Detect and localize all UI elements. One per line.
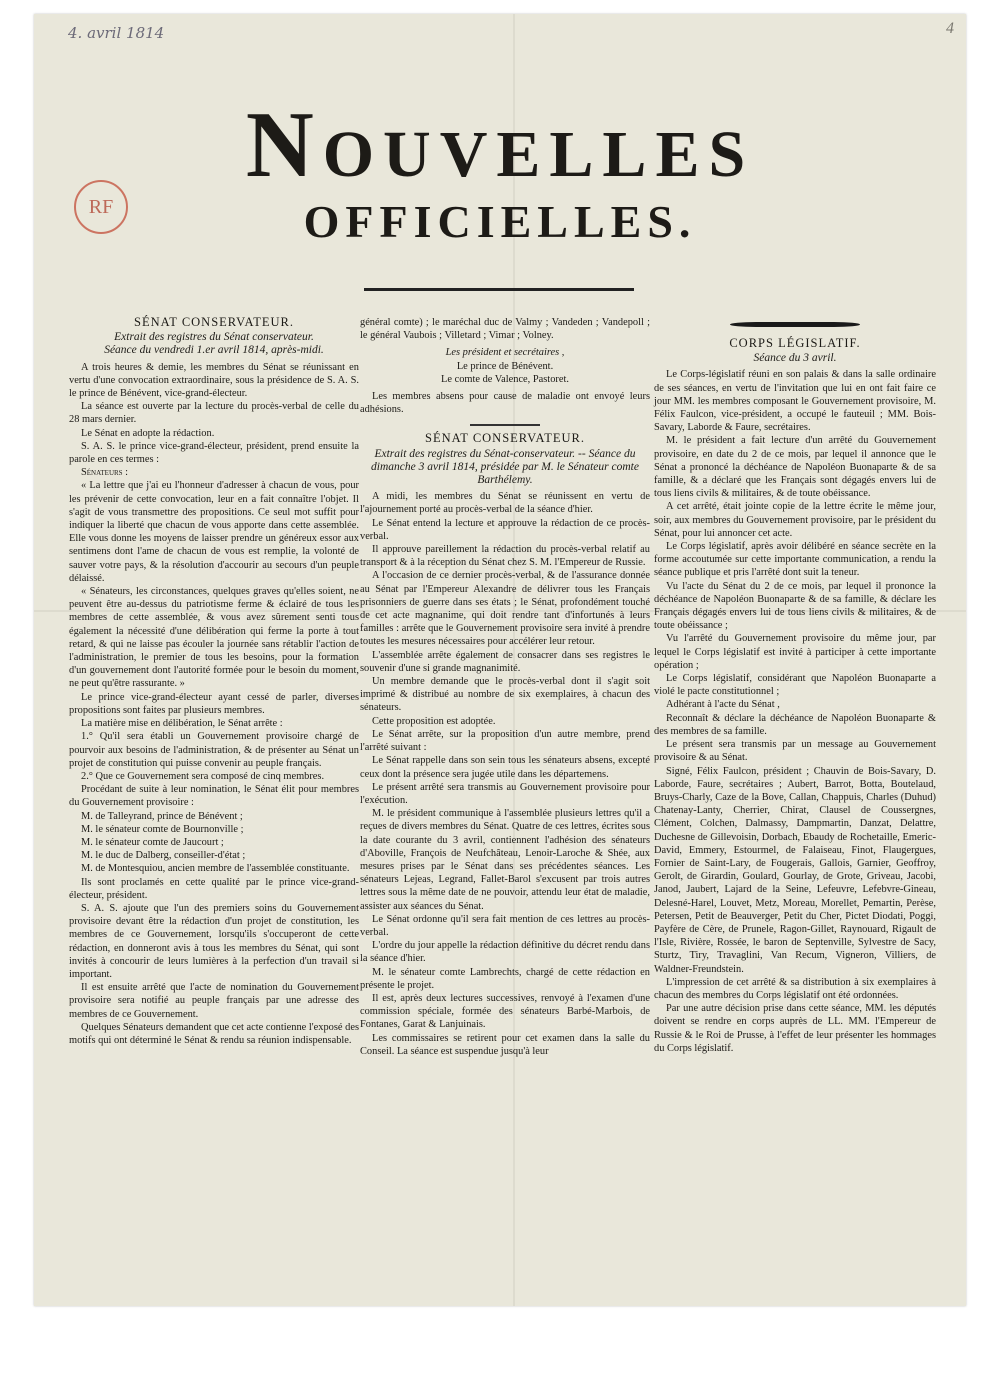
masthead-title-line1: Nouvelles (245, 93, 755, 197)
paragraph: Le présent sera transmis par un message au Gouvernement provisoire & au Sénat. (654, 739, 936, 764)
paragraph: S. A. S. ajoute que l'un des premiers soins du Gouvernement provisoire devant être la rédaction d'un projet de constitution, les membres de ce Gouvernement, lorsqu'ils s'occuperont de cette rédaction, en donneront avis à tous les membres du Sénat, qui sont invités à concourir de leurs lumières à la perfection d'un travail si important. (69, 902, 359, 980)
paragraph: Procédant de suite à leur nomination, le Sénat élit pour membres du Gouvernement provisoire : (69, 784, 359, 809)
paragraph: Reconnaît & déclare la déchéance de Napoléon Buonaparte & des membres de sa famille. (654, 712, 936, 737)
section-heading: SÉNAT CONSERVATEUR. (134, 315, 294, 329)
handwritten-date-note: 4. avril 1814 (68, 24, 165, 42)
paragraph: M. le président a fait lecture d'un arrêté du Gouvernement provisoire, en date du 2 de ce mois, par lequel il annonce que le Sénat a prononcé la déchéance de Napoléon Buonaparte & de sa famille, & a déclaré que les Français sont dégagés envers lui de tous liens civils & militaires, & de toute obéissance. (654, 435, 936, 500)
signatories: Signé, Félix Faulcon, président ; Chauvin de Bois-Savary, D. Laborde, Faure, secrétaires ; Aubert, Barrot, Botta, Boutelaud, Bruys-Charly, Caze de la Bove, Callan, Chappuis, Charles (Duhud) Chatenay-Lanty, Cherrier, Chirat, Clausel de Coussergnes, Clément, Colchen, Dalmassy, Dampmartin, Danzat, Delattre, Duchesne de Gillevoisin, Dorbach, Ebaudy de Rochetaille, Emeric-David, Emmery, Estourmel, de Falaiseau, Finot, Flaugergues, Fornier de Saint-Lary, de Fougerais, Gallois, Garnier, Geoffroy, Gerolt, de Girardin, Goulard, Gourlay, de Grote, Griveau, Jacobi, Janod, Jaubert, Lajard de la Seine, Lefeuvre, Lefebvre-Gineau, Delesné-Harel, Louvet, Metz, Moreau, Morellet, Pemartin, Perèse, Petersen, Petit de Beauverger, Petit du Cher, Pictet Diodati, Poggi, Payfère de Cère, de Prunele, Ragon-Gillet, Raynouard, Rigault de l'Isle, Rivière, Rossée, le baron de Septenville, Sylvestre de Sacy, Sturtz, Tiry, Travaglini, Van Recum, Vigneron, Villiers, de Waldner-Freundstein. (654, 765, 936, 975)
paragraph: Les commissaires se retirent pour cet examen dans la salle du Conseil. La séance est suspendue jusqu'à leur (360, 1032, 650, 1057)
paragraph: Un membre demande que le procès-verbal dont il s'agit soit imprimé & distribué au nombre de six exemplaires, à chacun des sénateurs. (360, 676, 650, 714)
session-date: Séance du vendredi 1.er avril 1814, après-midi. (104, 344, 324, 357)
section-subheading: Extrait des registres du Sénat-conservateur. -- Séance du dimanche 3 avril 1814, présidée par M. le Sénateur comte Barthélemy. (371, 447, 639, 487)
member-name: M. le sénateur comte de Jaucourt ; (81, 836, 224, 848)
paragraph: Par une autre décision prise dans cette séance, MM. les députés doivent se rendre en corps auprès de LL. MM. l'Empereur de Russie & le Roi de Prusse, à l'effet de leur présenter les hommages du Corps législatif. (654, 1003, 936, 1054)
paragraph: Les membres absens pour cause de maladie ont envoyé leurs adhésions. (360, 391, 650, 416)
paragraph: L'ordre du jour appelle la rédaction définitive du décret rendu dans la séance d'hier. (360, 940, 650, 965)
member-name: M. de Montesquiou, ancien membre de l'assemblée constituante. (81, 863, 350, 875)
paragraph: Le Corps législatif, considérant que Napoléon Buonaparte a violé le pacte constitutionnel ; (654, 673, 936, 698)
newspaper-sheet (34, 14, 966, 1306)
paragraph: 2.° Que ce Gouvernement sera composé de cinq membres. (81, 770, 325, 782)
paragraph: Adhérant à l'acte du Sénat , (666, 699, 780, 711)
paragraph: général comte) ; le maréchal duc de Valmy ; Vandeden ; Vandepoll ; le général Vaubois ; Villetard ; Vimar ; Volney. (360, 317, 650, 342)
library-stamp: RF (74, 180, 128, 234)
paragraph: A cet arrêté, était jointe copie de la lettre écrite le même jour, soir, aux membres du Gouvernement provisoire, par le président du Sénat, pour lui annoncer cet acte. (654, 501, 936, 539)
paragraph: L'impression de cet arrêté & sa distribution à six exemplaires à chacun des membres du Corps législatif ont été ordonnées. (654, 976, 936, 1001)
paragraph: Le Corps législatif, après avoir délibéré en séance secrète en la forme accoutumée sur cette importante communication, a rendu la séance publique et pris l'arrêté dont suit la teneur. (654, 541, 936, 579)
section-ornament-bar (730, 322, 860, 327)
signature-line: Les président et secrétaires , (445, 347, 565, 359)
section-heading: SÉNAT CONSERVATEUR. (425, 431, 585, 446)
paragraph: Sénateurs : (81, 467, 129, 479)
paragraph: Le prince vice-grand-électeur ayant cessé de parler, diverses propositions sont faites par plusieurs membres. (69, 691, 359, 716)
column-corps-legislatif (654, 316, 936, 1055)
column-senat-1 (69, 316, 359, 1047)
section-heading: CORPS LÉGISLATIF. (729, 336, 861, 350)
paragraph: Le Sénat entend la lecture et approuve la rédaction de ce procès-verbal. (360, 517, 650, 542)
paragraph: A l'occasion de ce dernier procès-verbal, & de l'assurance donnée au Sénat par l'Empereur Alexandre de délivrer tous les Français prisonniers de guerre dans ses états ; le Sénat, profondément touché de cet acte magnanime, qui doit rendre tant d'infortunés à leurs familles : arrête que le Gouvernement provisoire sera invité à prendre toutes les mesures nécessaires pour accélérer leur retour. (360, 570, 650, 648)
paragraph: La séance est ouverte par la lecture du procès-verbal de celle du 28 mars dernier. (69, 401, 359, 426)
signature: Le comte de Valence, Pastoret. (441, 373, 569, 385)
paragraph: La matière mise en délibération, le Sénat arrête : (81, 718, 283, 730)
paragraph: Le Sénat rappelle dans son sein tous les sénateurs absens, excepté ceux dont la présence sera jugée utile dans les départemens. (360, 755, 650, 780)
paragraph: Ils sont proclamés en cette qualité par le prince vice-grand-électeur, président. (69, 876, 359, 901)
paragraph: Le présent arrêté sera transmis au Gouvernement provisoire pour l'exécution. (360, 781, 650, 806)
paragraph: A midi, les membres du Sénat se réunissent en vertu de l'ajournement porté au procès-verbal de la séance d'hier. (360, 491, 650, 516)
section-separator (470, 424, 540, 426)
masthead-rule (364, 288, 634, 291)
paragraph: L'assemblée arrête également de consacrer dans ses registres le souvenir d'une si grande magnanimité. (360, 649, 650, 674)
paragraph: A trois heures & demie, les membres du Sénat se réunissant en vertu d'une convocation extraordinaire, sous la présidence de S. A. S. le prince de Bénévent, vice-grand-électeur. (69, 361, 359, 400)
paragraph: Il approuve pareillement la rédaction du procès-verbal relatif au transport & à la réception du Sénat chez S. M. l'Empereur de Russie. (360, 544, 650, 569)
paragraph: Quelques Sénateurs demandent que cet acte contienne l'exposé des motifs qui ont déterminé le Sénat & rendu sa réunion indispensable. (69, 1021, 359, 1046)
paragraph: Le Sénat en adopte la rédaction. (81, 427, 215, 439)
session-date: Séance du 3 avril. (753, 352, 837, 365)
paragraph: S. A. S. le prince vice-grand-électeur, président, prend ensuite la parole en ces termes : (69, 440, 359, 466)
paragraph: Vu l'arrêté du Gouvernement provisoire du même jour, par lequel le Corps législatif est invité à participer à cette importante opération ; (654, 633, 936, 671)
section-subheading: Extrait des registres du Sénat conservateur. (114, 331, 314, 344)
paragraph: 1.° Qu'il sera établi un Gouvernement provisoire chargé de pourvoir aux besoins de l'administration, & de présenter au Sénat un projet de constitution qui puisse convenir au peuple français. (69, 731, 359, 769)
paragraph: Vu l'acte du Sénat du 2 de ce mois, par lequel il prononce la déchéance de Napoléon Buonaparte & de sa famille, & déclare les Français dégagés envers lui de tous liens civils & militaires, & de toute obéissance ; (654, 580, 936, 632)
paragraph: Le Sénat arrête, sur la proposition d'un autre membre, prend l'arrêté suivant : (360, 728, 650, 754)
paragraph: Il est, après deux lectures successives, renvoyé à l'examen d'une commission spéciale, formée des sénateurs Barbé-Marbois, de Fontanes, Garat & Lanjuinais. (360, 992, 650, 1031)
paragraph: Le Corps-législatif réuni en son palais & dans la salle ordinaire de ses séances, en vertu de l'invitation que lui en ont fait faire ce jour MM. les membres composant le Gouvernement provisoire, M. Félix Faulcon, vice-président, a occupé le fauteuil ; MM. Bois-Savary, Laborde & Faure, secrétaires. (654, 369, 936, 434)
member-name: M. le sénateur comte de Bournonville ; (81, 823, 244, 835)
member-name: M. le duc de Dalberg, conseiller-d'état ; (81, 850, 246, 862)
masthead-title-line2: OFFICIELLES. (303, 196, 697, 247)
paragraph: Cette proposition est adoptée. (372, 715, 496, 727)
paragraph: « Sénateurs, les circonstances, quelques graves qu'elles soient, ne peuvent être au-dessus du patriotisme ferme & éclairé de tous les membres de cette assemblée, & vous avez sûrement senti tous également la nécessité d'une délibération qui ferme la porte à tout retard, & qui ne laisse pas écouler la journée sans rétablir l'action de l'administration, le premier de tous les besoins, pour la formation d'un gouvernement dont l'autorité formée pour le besoin du moment, ne peut qu'être rassurante. » (69, 586, 359, 690)
paragraph: M. le sénateur comte Lambrechts, chargé de cette rédaction en présente le projet. (360, 966, 650, 991)
paragraph: M. le président communique à l'assemblée plusieurs lettres qu'il a reçues de divers membres du Sénat. Quatre de ces lettres, écrites sous la date courante du 3 avril, contiennent l'adhésion des sénateurs d'Aboville, François de Neufchâteau, Lenoir-Laroche & Shée, aux mesures prises par le Sénat dans ses précédentes séances. Les sénateurs Lejeas, Legrand, Fallet-Barol s'excusent par trois autres lettres sous la même date de ne pouvoir, attendu leur état de maladie, assister aux séances du Sénat. (360, 808, 650, 912)
paragraph: « La lettre que j'ai eu l'honneur d'adresser à chacun de vous, pour les prévenir de cette convocation, leur en a fait connaître l'objet. Il s'agit de vous transmettre des propositions. Ce seul mot suffit pour indiquer la liberté que chacun de vous apporte dans cette assemblée. Elle vous donne les moyens de laisser prendre un généreux essor aux sentimens dont l'ame de chacun de vous est remplie, la volonté de sauver votre pays, & la résolution d'accourir au secours d'un peuple délaissé. (69, 480, 359, 584)
paragraph: Le Sénat ordonne qu'il sera fait mention de ces lettres au procès-verbal. (360, 913, 650, 938)
signature: Le prince de Bénévent. (456, 360, 554, 372)
column-senat-2 (360, 316, 650, 1058)
paragraph: Il est ensuite arrêté que l'acte de nomination du Gouvernement provisoire sera notifié au peuple français par une adresse des membres de ce Gouvernement. (69, 982, 359, 1020)
member-name: M. de Talleyrand, prince de Bénévent ; (81, 810, 243, 822)
corner-mark: 4 (946, 20, 954, 37)
